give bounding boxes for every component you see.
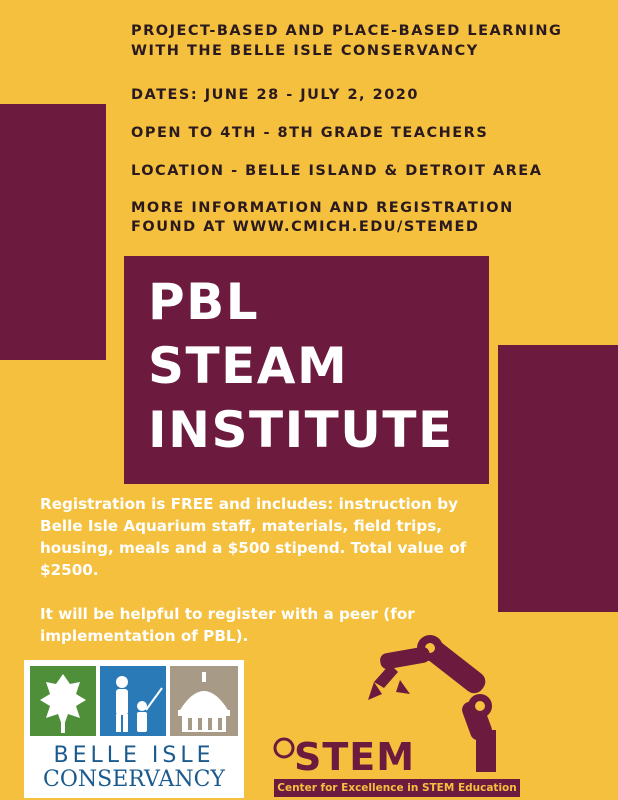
peer-note-line-1: It will be helpful to register with a peer (for: [40, 605, 415, 623]
audience-text: OPEN TO 4TH - 8TH GRADE TEACHERS: [131, 125, 489, 141]
title-line-2: STEAM: [148, 337, 349, 395]
leaf-tile: [30, 666, 96, 736]
location-text: LOCATION - BELLE ISLAND & DETROIT AREA: [131, 163, 543, 179]
registration-line-1: Registration is FREE and includes: instruction by: [40, 495, 458, 513]
stem-wordmark: STEM: [294, 735, 416, 779]
program-description-line-1: PROJECT-BASED AND PLACE-BASED LEARNING: [131, 23, 563, 39]
registration-line-2: Belle Isle Aquarium staff, materials, field trips,: [40, 517, 443, 535]
more-info-line-1: MORE INFORMATION AND REGISTRATION: [131, 200, 514, 216]
belle-isle-conservancy-logo: [24, 660, 244, 798]
registration-line-4: $2500.: [40, 561, 99, 579]
logo-text-belle-isle: BELLE ISLE: [53, 743, 215, 768]
conservatory-dome-icon: [170, 666, 238, 736]
more-info-line-2: FOUND AT WWW.CMICH.EDU/STEMED: [131, 219, 480, 235]
gear-icon: [275, 739, 293, 757]
title-line-1: PBL: [148, 273, 260, 331]
program-description-line-2: WITH THE BELLE ISLE CONSERVANCY: [131, 43, 479, 59]
fishing-tile: [100, 666, 166, 736]
decorative-maroon-bar-left: [0, 104, 106, 360]
oak-leaf-icon: [30, 666, 96, 736]
dates-text: DATES: JUNE 28 - JULY 2, 2020: [131, 87, 419, 103]
registration-line-3: housing, meals and a $500 stipend. Total value of: [40, 539, 467, 557]
decorative-maroon-bar-right: [498, 345, 618, 612]
fishing-figures-icon: [100, 666, 166, 736]
dome-tile: [170, 666, 238, 736]
title-panel: [124, 256, 489, 484]
peer-note-line-2: implementation of PBL).: [40, 627, 249, 645]
logo-text-conservancy: CONSERVANCY: [43, 767, 225, 792]
stem-center-logo: [270, 620, 530, 800]
stem-center-banner: Center for Excellence in STEM Education: [274, 779, 520, 797]
title-line-3: INSTITUTE: [148, 401, 454, 459]
